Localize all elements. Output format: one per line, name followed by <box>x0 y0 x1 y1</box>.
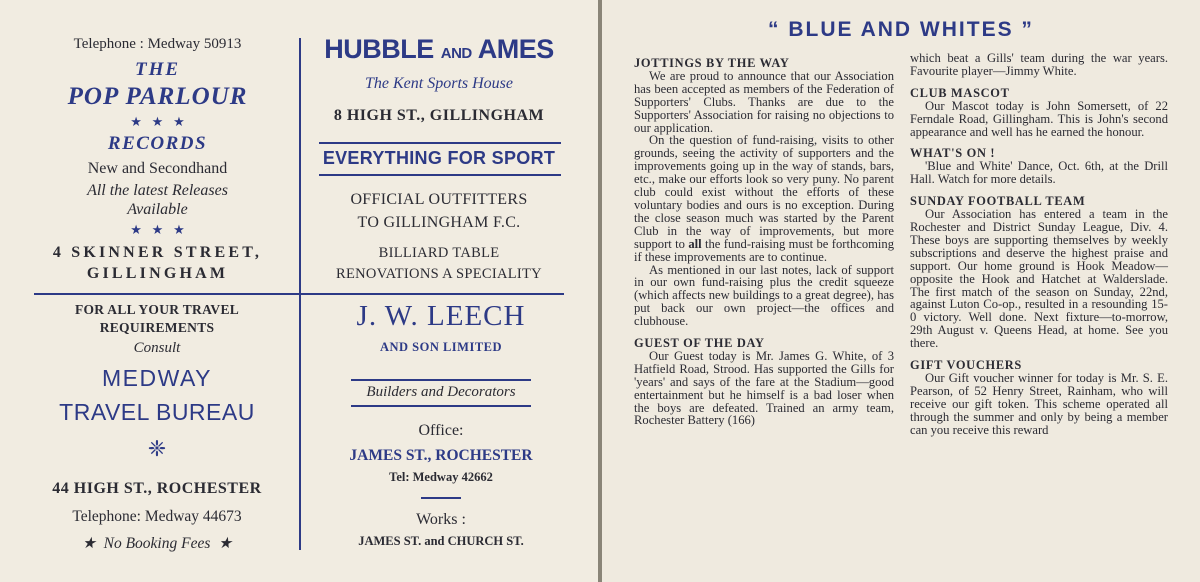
travel-line-2: REQUIREMENTS <box>99 320 215 335</box>
paragraph: As mentioned in our last notes, lack of support in our own fund-raising plus the credit squeeze (which affects new buildings to a great degree), has put back our own project—the offices and clubhouse. <box>634 262 894 329</box>
hubble-ames-name <box>305 34 573 65</box>
hubble-rule-bottom <box>319 174 561 176</box>
leech-name: J. W. LEECH <box>356 300 526 332</box>
pop-parlour-ad <box>20 36 295 286</box>
travel-no-booking: ★ No Booking Fees ★ <box>81 535 233 552</box>
pop-parlour-town: GILLINGHAM <box>86 265 229 282</box>
leech-office-label: Office: <box>418 422 464 439</box>
hubble-name-b: AMES <box>477 34 554 64</box>
paragraph: Our Gift voucher winner for today is Mr. S. E. Pearson, of 52 Henry Street, Rainham, who will receive our gift token. This scheme operated all through the summer and only by being a member can you receive this reward <box>910 370 1168 437</box>
hubble-billiard-1: BILLIARD TABLE <box>378 245 500 261</box>
paragraph: We are proud to announce that our Association has been accepted as members of the Federation of Supporters' Clubs. Thanks are due to the Supporters' Association for raising no objections to our application. <box>634 68 894 135</box>
travel-telephone: Telephone: Medway 44673 <box>72 508 242 525</box>
leech-tel: Tel: Medway 42662 <box>389 470 493 484</box>
section-heading-jottings: JOTTINGS BY THE WAY <box>634 56 790 70</box>
hubble-name-a: HUBBLE <box>324 34 434 64</box>
travel-line-1: FOR ALL YOUR TRAVEL <box>74 302 240 317</box>
leech-rule-top <box>351 379 531 381</box>
page-title: “ BLUE AND WHITES ” <box>768 18 1034 41</box>
leech-works-address: JAMES ST. and CHURCH ST. <box>358 534 524 548</box>
paragraph-text: the fund-raising must be forthcoming if these improvements are to continue. <box>634 236 895 264</box>
hubble-official-2: TO GILLINGHAM F.C. <box>357 214 521 231</box>
hubble-rule-top <box>319 142 561 144</box>
hubble-ames-ad <box>305 34 573 289</box>
travel-name-2: TRAVEL BUREAU <box>59 399 255 425</box>
paragraph: Our Mascot today is John Somersett, of 22 Ferndale Road, Gillingham. This is John's second appearance and well has he earned the honour. <box>910 98 1168 139</box>
left-page <box>0 0 598 582</box>
leech-works-label: Works : <box>416 511 466 528</box>
star-row: ★ ★ ★ <box>130 222 185 237</box>
column-right <box>910 52 1168 436</box>
section-heading-mascot: CLUB MASCOT <box>910 85 1010 100</box>
hubble-and: AND <box>440 45 472 62</box>
pop-parlour-available: Available <box>127 201 188 218</box>
leech-short-rule <box>421 497 461 499</box>
right-page <box>602 0 1200 582</box>
leech-rule-bottom <box>351 405 531 407</box>
paragraph: 'Blue and White' Dance, Oct. 6th, at the Drill Hall. Watch for more details. <box>910 159 1168 187</box>
leech-ad <box>305 300 577 562</box>
hubble-tagline: The Kent Sports House <box>365 75 513 92</box>
travel-consult: Consult <box>133 340 181 356</box>
pop-parlour-records: RECORDS <box>107 133 208 154</box>
section-heading-guest: GUEST OF THE DAY <box>634 336 765 351</box>
horizontal-divider <box>34 293 564 295</box>
section-heading-whats-on: WHAT'S ON ! <box>910 146 996 161</box>
travel-address: 44 HIGH ST., ROCHESTER <box>52 480 262 497</box>
travel-name-1: MEDWAY <box>102 365 212 391</box>
hubble-billiard-2: RENOVATIONS A SPECIALITY <box>336 266 542 282</box>
section-heading-gift: GIFT VOUCHERS <box>910 358 1023 373</box>
ornament-icon: ❈ <box>147 436 167 461</box>
paragraph-text: On the question of fund-raising, visits to other grounds, seeing the activity of supporters and the improvements going up in the way of stands, bars, etc., make our efforts look so very puny. No parent club could exist without the efforts of these voluntary bodies and ours is no exception. During the close season much was started by the Parent Club in the way of improvements, but more support to <box>634 133 894 251</box>
pop-parlour-telephone: Telephone : Medway 50913 <box>73 36 242 52</box>
paragraph: which beat a Gills' team during the war years. Favourite player—Jimmy White. <box>910 51 1168 78</box>
hubble-everything: EVERYTHING FOR SPORT <box>322 148 556 168</box>
paragraph-emphasis: all <box>688 236 702 251</box>
star-row: ★ ★ ★ <box>130 114 185 129</box>
hubble-address: 8 HIGH ST., GILLINGHAM <box>333 107 545 124</box>
paragraph: Our Association has entered a team in the Rochester and District Sunday League, Div. 4. These boys are supporting themselves by weekly subscriptions and deserve the highest praise and support. Our home ground is Hook Meadow—opposite the Hook and Hatchet at Walderslade. The first match of the season on Sunday, 22nd, against Luton Co-op., resulted in a resounding 15-0 victory. Well done. Next fixture—to-morrow, 29th August v. Queens Head, at home. See you there. <box>910 207 1168 351</box>
leech-sub: AND SON LIMITED <box>379 340 503 354</box>
pop-parlour-new-secondhand: New and Secondhand <box>87 160 228 177</box>
leech-office-address: JAMES ST., ROCHESTER <box>349 447 533 464</box>
paragraph: Our Guest today is Mr. James G. White, of 3 Hatfield Road, Strood. Has supported the Gills for 'years' and says of the fare at the Stadium—good entertainment but he himself is a bad loser when the boys are defeated. Trained an army team, Rochester Battery (166) <box>634 348 894 428</box>
hubble-official-1: OFFICIAL OUTFITTERS <box>350 191 528 208</box>
paragraph <box>634 134 894 263</box>
leech-trade: Builders and Decorators <box>366 384 516 400</box>
column-left <box>634 57 894 427</box>
pop-parlour-latest: All the latest Releases <box>87 182 228 199</box>
pop-parlour-the: THE <box>134 59 181 80</box>
section-heading-sunday-team: SUNDAY FOOTBALL TEAM <box>910 194 1086 209</box>
pop-parlour-street: 4 SKINNER STREET, <box>52 244 263 261</box>
medway-travel-ad <box>18 300 296 562</box>
pop-parlour-name: POP PARLOUR <box>67 83 248 110</box>
